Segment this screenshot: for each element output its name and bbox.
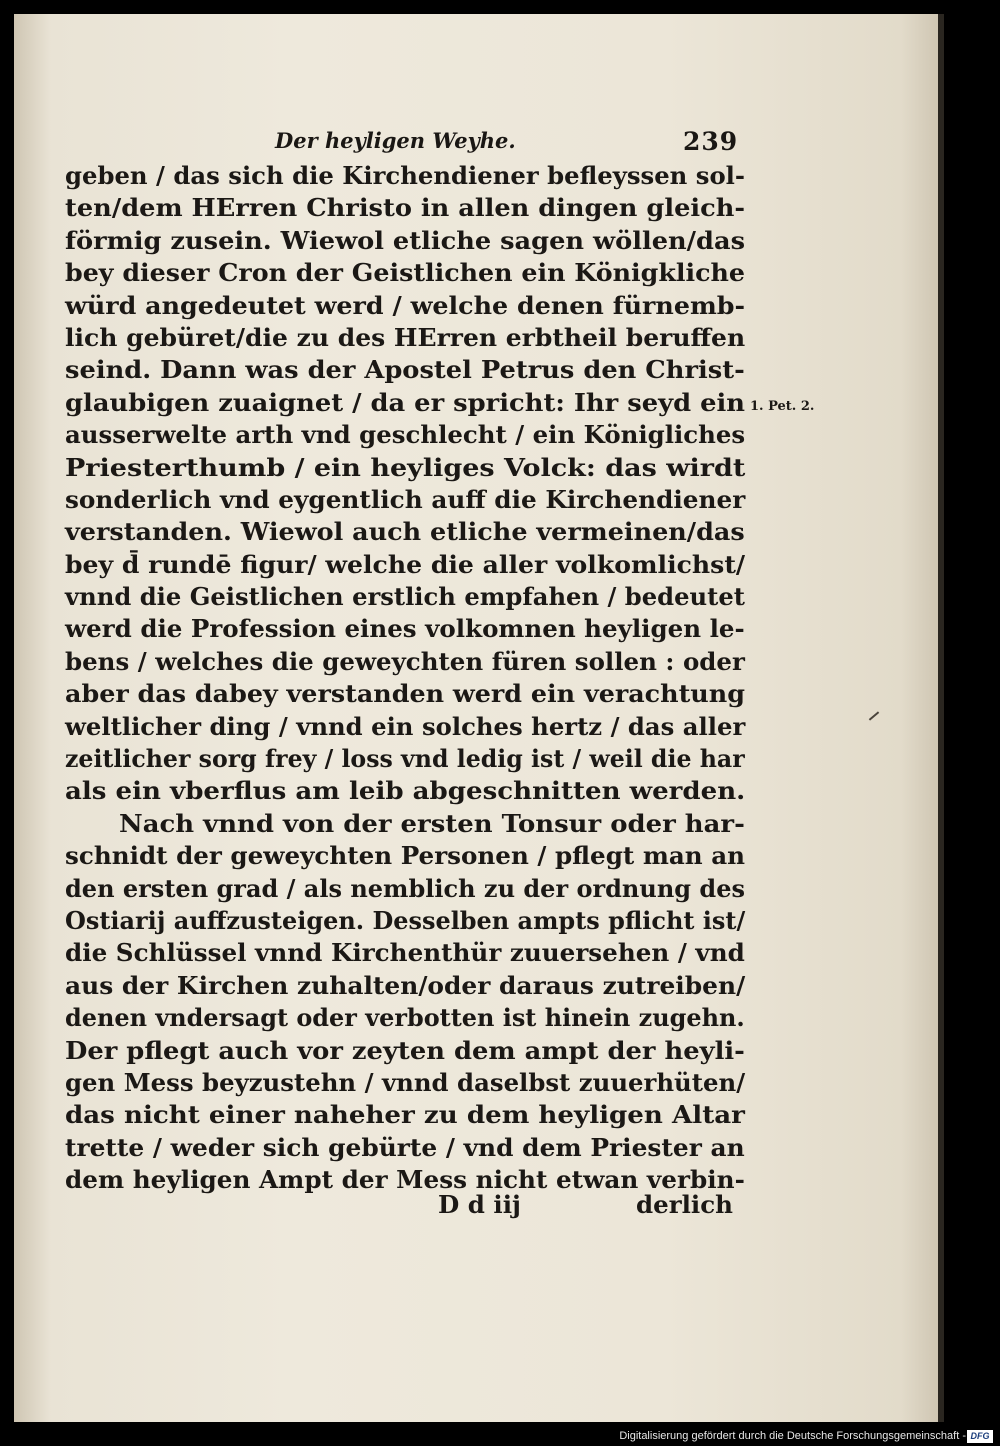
signature-mark: D d iij [438,1190,521,1219]
catchword: derlich [636,1190,733,1219]
page-number: 239 [683,127,739,156]
text-line: trette / weder sich gebürte / vnd dem Priester an [65,1132,745,1162]
text-line: den ersten grad / als nemblich zu der ordnung des [65,873,746,903]
running-head-title: Der heyligen Weyhe. [275,128,516,153]
text-line: Priesterthumb / ein heyliges Volck: das wirdt [65,452,746,482]
text-line: seind. Dann was der Apostel Petrus den Christ- [65,355,745,385]
text-line: glaubigen zuaignet / da er spricht: Ihr seyd ein [65,387,746,417]
dfg-logo: DFG [967,1430,993,1443]
text-line: denen vndersagt oder verbotten ist hinein zugehn. [65,1003,745,1033]
text-line: geben / das sich die Kirchendiener befleyssen sol- [65,161,746,190]
text-line: bey d̄ rundē figur/ welche die aller volkomlichst/ [65,549,746,579]
text-line: weltlicher ding / vnnd ein solches hertz / das aller [65,711,746,741]
text-line: lich gebüret/die zu des HErren erbtheil beruffen [65,322,746,352]
text-line: aber das dabey verstanden werd ein verachtung [65,679,745,709]
text-line: förmig zusein. Wiewol etliche sagen wöllen/das [65,225,746,255]
text-line: die Schlüssel vnnd Kirchenthür zuuersehen / vnd [65,938,745,968]
text-line: vnnd die Geistlichen erstlich empfahen / bedeutet [65,582,745,612]
text-line: zeitlicher sorg frey / loss vnd ledig ist / weil die har [65,744,745,774]
text-line: ten/dem HErren Christo in allen dingen gleich- [65,193,746,223]
text-line: gen Mess beyzustehn / vnnd daselbst zuuerhüten/ [65,1067,746,1097]
text-line: würd angedeutet werd / welche denen fürnemb- [65,290,746,320]
body-text-block [65,160,745,1197]
text-line: dem heyligen Ampt der Mess nicht etwan verbin- [65,1165,745,1195]
text-line: werd die Profession eines volkomnen heyligen le- [65,614,745,644]
text-line: Ostiarij auffzusteigen. Desselben ampts pflicht ist/ [65,905,746,935]
text-line: aus der Kirchen zuhalten/oder daraus zutreiben/ [65,970,746,1000]
text-line: Nach vnnd von der ersten Tonsur oder har- [119,808,745,838]
text-line: als ein vberflus am leib abgeschnitten werden. [65,776,746,806]
marginal-reference: 1. Pet. 2. [750,399,815,414]
funding-credit: Digitalisierung gefördert durch die Deutsche Forschungsgemeinschaft - [619,1430,966,1442]
text-line: bens / welches die geweychten füren sollen : oder [65,646,745,676]
text-line: das nicht einer naheher zu dem heyligen Altar [65,1100,745,1130]
text-line: Der pflegt auch vor zeyten dem ampt der heyli- [65,1035,745,1065]
text-line: ausserwelte arth vnd geschlecht / ein Königliches [65,420,746,450]
text-line: sonderlich vnd eygentlich auff die Kirchendiener [65,484,746,514]
text-line: verstanden. Wiewol auch etliche vermeinen/das [65,517,745,547]
text-line: bey dieser Cron der Geistlichen ein Königkliche [65,258,746,288]
text-line: schnidt der geweychten Personen / pflegt man an [65,841,746,871]
